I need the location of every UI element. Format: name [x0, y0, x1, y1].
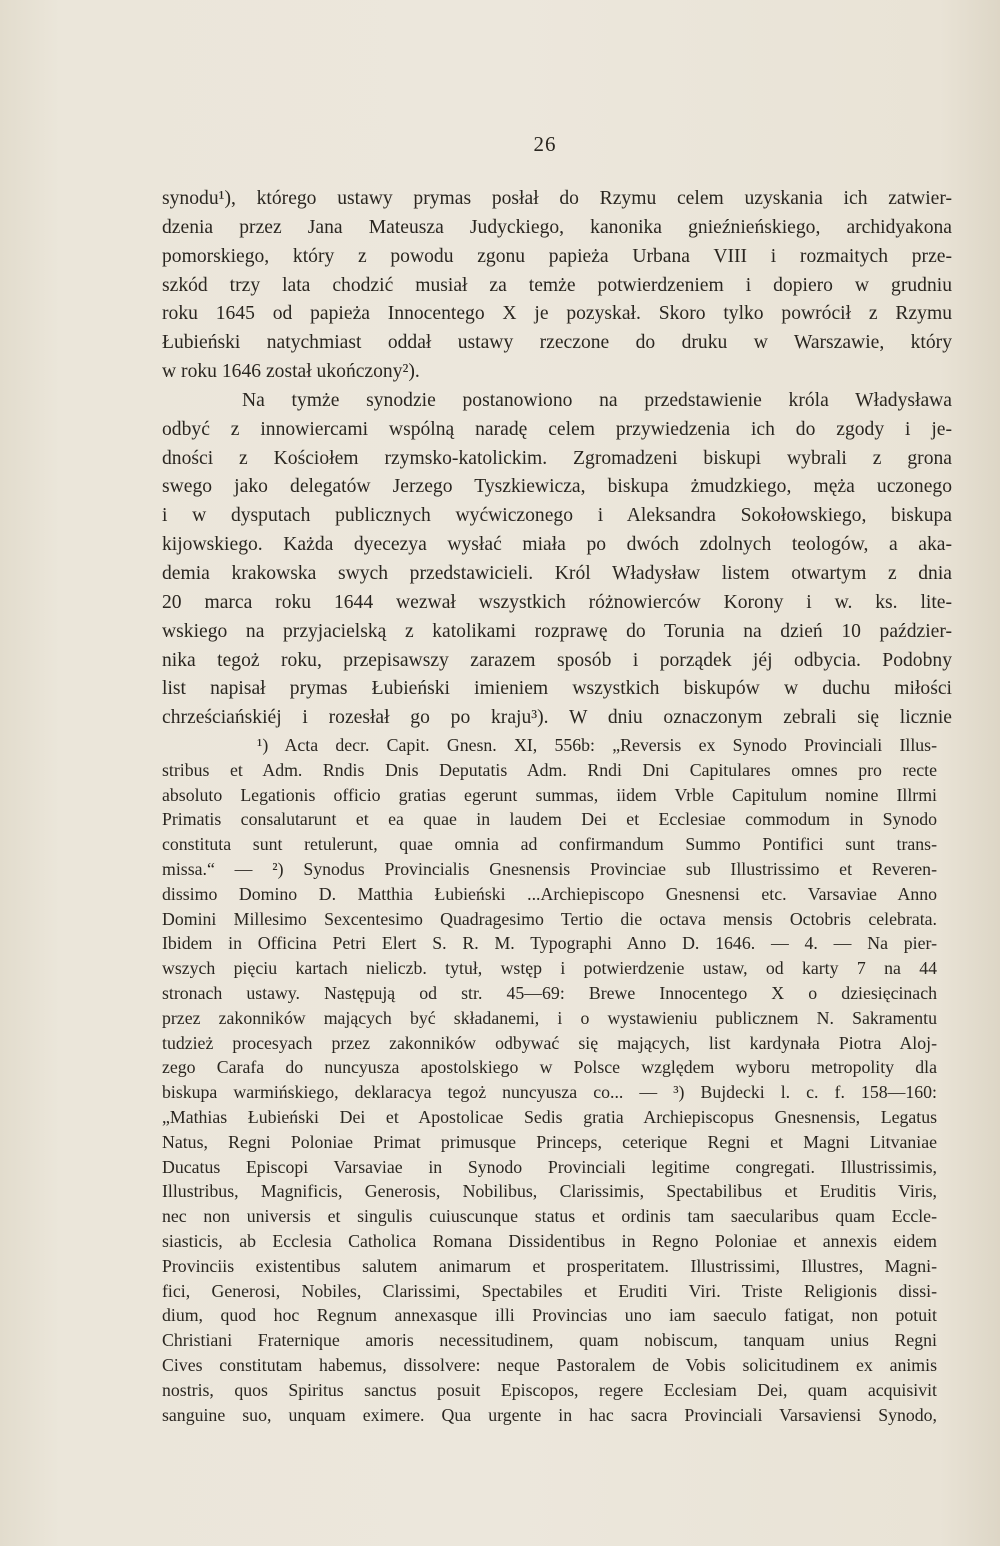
text-line: nika tegoż roku, przepisawszy zarazem sposób i porządek jéj odbycia. Podobny — [162, 649, 952, 671]
footnote-line: zego Carafa do nuncyusza apostolskiego w Polsce względem wyboru metropolity dla — [162, 1057, 937, 1078]
footnotes — [162, 733, 937, 1427]
footnote-line: Provinciis existentibus salutem animarum et prosperitatem. Illustrissimi, Illustres, Magni- — [162, 1255, 937, 1276]
footnote-line: dissimo Domino D. Matthia Łubieński ...Archiepiscopo Gnesnensi etc. Varsaviae Anno — [162, 883, 937, 904]
text-line: szkód trzy lata chodzić musiał za temże potwierdzeniem i dopiero w grudniu — [162, 274, 952, 296]
footnote-line: sanguine suo, unquam eximere. Qua urgente in hac sacra Provinciali Varsaviensi Synodo, — [162, 1404, 937, 1425]
footnote-line: Cives constitutam habemus, dissolvere: neque Pastoralem de Vobis solicitudinem ex animis — [162, 1354, 937, 1375]
footnote-line: absoluto Legationis officio gratias egerunt summas, iidem Vrble Capitulum nomine Illrmi — [162, 784, 937, 805]
text-line: 20 marca roku 1644 wezwał wszystkich różnowierców Korony i w. ks. lite- — [162, 591, 952, 613]
text-line: i w dysputach publicznych wyćwiczonego i Aleksandra Sokołowskiego, biskupa — [162, 505, 952, 527]
footnote-line: nostris, quos Spiritus sanctus posuit Episcopos, regere Ecclesiam Dei, quam acquisivit — [162, 1379, 937, 1400]
footnote-line: fici, Generosi, Nobiles, Clarissimi, Spectabiles et Eruditi Viri. Triste Religionis dissi- — [162, 1280, 937, 1301]
footnote-line: wszych pięciu kartach nieliczb. tytuł, wstęp i potwierdzenie ustaw, od karty 7 na 44 — [162, 958, 937, 979]
footnote-line: stronach ustawy. Następują od str. 45—69: Brewe Innocentego X o dziesięcinach — [162, 982, 937, 1003]
text-line: roku 1645 od papieża Innocentego X je pozyskał. Skoro tylko powrócił z Rzymu — [162, 303, 952, 325]
footnote-line: ¹) Acta decr. Capit. Gnesn. XI, 556b: „Reversis ex Synodo Provinciali Illus- — [257, 735, 937, 755]
footnote-line: „Mathias Łubieński Dei et Apostolicae Sedis gratia Archiepiscopus Gnesnensis, Legatus — [162, 1106, 937, 1127]
footnote-line: Domini Millesimo Sexcentesimo Quadragesimo Tertio die octava mensis Octobris celebrata. — [162, 908, 937, 929]
footnote-line: Ibidem in Officina Petri Elert S. R. M. Typographi Anno D. 1646. — 4. — Na pier- — [162, 933, 937, 954]
footnote-line: tudzież procesyach przez zakonników odbywać się mających, list kardynała Piotra Aloj- — [162, 1032, 937, 1053]
text-line: list napisał prymas Łubieński imieniem wszystkich biskupów w duchu miłości — [162, 678, 952, 700]
page-number: 26 — [533, 132, 557, 156]
footnote-line: siasticis, ab Ecclesia Catholica Romana Dissidentibus in Regno Poloniae et annexis eidem — [162, 1230, 937, 1251]
footnote-line: Primatis consalutarunt et ea quae in laudem Dei et Ecclesiae commodum in Synodo — [162, 809, 937, 830]
text-line: Na tymże synodzie postanowiono na przedstawienie króla Władysława — [242, 389, 952, 411]
text-line: wskiego na przyjacielską z katolikami rozprawę do Torunia na dzień 10 paździer- — [162, 620, 952, 642]
text-line: chrześciańskiéj i rozesłał go po kraju³). W dniu oznaczonym zebrali się licznie — [162, 707, 952, 729]
footnote-line: stribus et Adm. Rndis Dnis Deputatis Adm. Rndi Dni Capitulares omnes pro recte — [162, 759, 937, 780]
text-line: synodu¹), którego ustawy prymas posłał do Rzymu celem uzyskania ich zatwier- — [162, 188, 952, 209]
footnote-line: dium, quod hoc Regnum annexasque illi Provincias uno iam saeculo fatigat, non potuit — [162, 1305, 937, 1326]
text-line: kijowskiego. Każda dyecezya wysłać miała po dwóch zdolnych teologów, a aka- — [162, 534, 952, 556]
footnote-line: Illustribus, Magnificis, Generosis, Nobilibus, Clarissimis, Spectabilibus et Eruditis Viris, — [162, 1181, 937, 1202]
footnote-line: Natus, Regni Poloniae Primat primusque Princeps, ceterique Regni et Magni Litvaniae — [162, 1131, 937, 1152]
footnote-line: missa.“ — ²) Synodus Provincialis Gnesnensis Provinciae sub Illustrissimo et Reveren- — [162, 858, 937, 879]
text-line: odbyć z innowiercami wspólną naradę celem przywiedzenia ich do zgody i je- — [162, 418, 952, 440]
text-line: swego jako delegatów Jerzego Tyszkiewicza, biskupa żmudzkiego, męża uczonego — [162, 476, 952, 498]
text-line: pomorskiego, który z powodu zgonu papieża Urbana VIII i rozmaitych prze- — [162, 245, 952, 267]
text-line: Łubieński natychmiast oddał ustawy rzeczone do druku w Warszawie, który — [162, 332, 952, 354]
footnote-line: przez zakonników mających być składanemi, i o wystawieniu publicznem N. Sakramentu — [162, 1007, 937, 1028]
main-text — [162, 185, 952, 733]
text-line: w roku 1646 został ukończony²). — [162, 361, 420, 383]
text-line: dzenia przez Jana Mateusza Judyckiego, kanonika gnieźnieńskiego, archidyakona — [162, 216, 952, 238]
text-line: demia krakowska swych przedstawicieli. Król Władysław listem otwartym z dnia — [162, 562, 952, 584]
footnote-line: nec non universis et singulis cuiuscunque status et ordinis tam saecularibus quam Eccle- — [162, 1206, 937, 1227]
footnote-line: Christiani Fraternique amoris necessitudinem, quam nobiscum, tanquam unius Regni — [162, 1330, 937, 1351]
footnote-line: constituta sunt retulerunt, quae omnia ad confirmandum Summo Pontifici sunt trans- — [162, 834, 937, 855]
text-line: dności z Kościołem rzymsko-katolickim. Zgromadzeni biskupi wybrali z grona — [162, 447, 952, 469]
footnote-line: Ducatus Episcopi Varsaviae in Synodo Provinciali legitime congregati. Illustrissimis, — [162, 1156, 937, 1177]
footnote-line: biskupa warmińskiego, deklaracya tegoż nuncyusza co... — ³) Bujdecki l. c. f. 158—160: — [162, 1082, 937, 1103]
